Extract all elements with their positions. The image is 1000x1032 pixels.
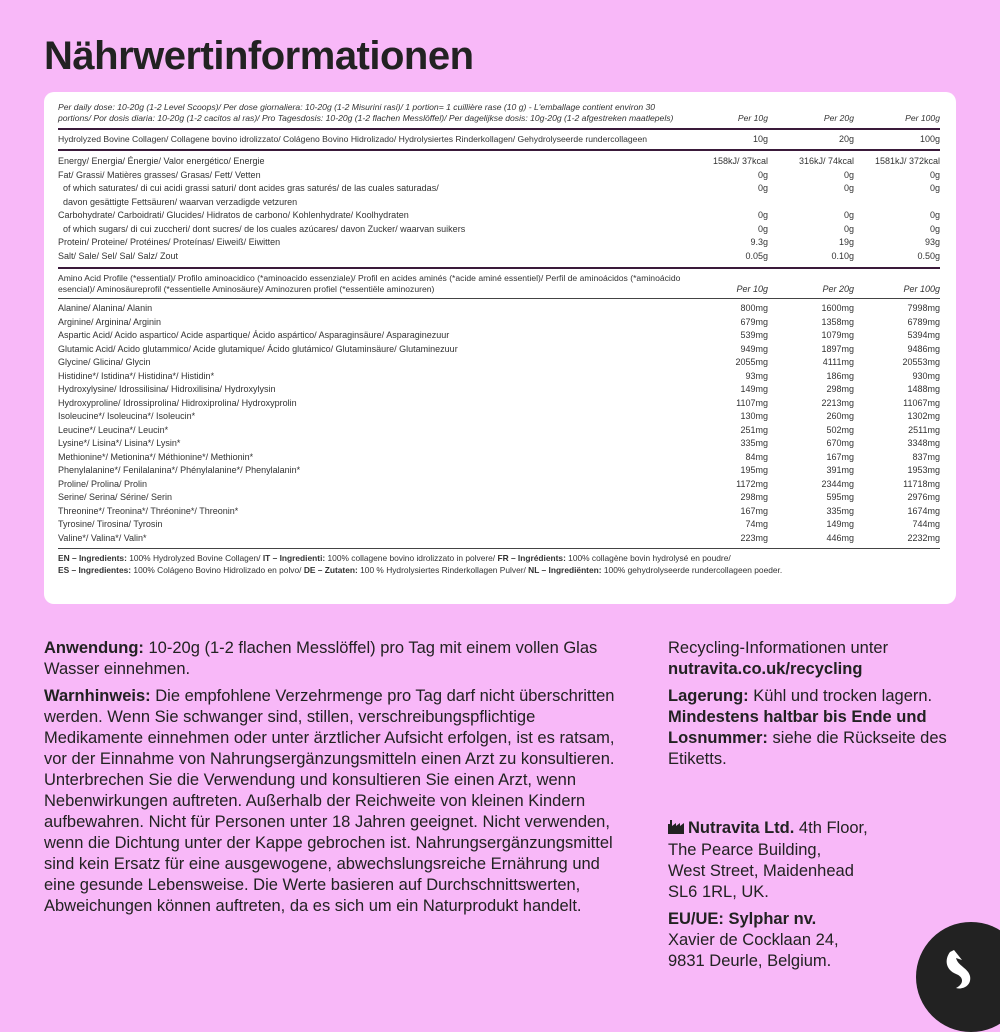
amino-value-20g: 1600mg [821, 303, 854, 313]
amino-row [58, 383, 940, 397]
manufacturer-name: Nutravita Ltd. [688, 819, 795, 837]
amino-label: Hydroxyproline/ Idrossiprolina/ Hidroxiprolina/ Hydroxyprolin [58, 397, 297, 408]
amino-value-10g: 167mg [740, 505, 768, 516]
nutrient-value-20g: 0g [843, 210, 854, 220]
amino-value-100g: 1302mg [907, 411, 940, 421]
amino-value-100g: 20553mg [902, 357, 940, 367]
nutrition-table [58, 102, 940, 576]
nutrient-row [58, 182, 940, 196]
nutrition-table-card [44, 92, 956, 604]
amino-row [58, 464, 940, 478]
ingredients-nl-text: 100% gehydrolyseerde rundercollageen poeder. [601, 564, 783, 575]
amino-label: Valine*/ Valina*/ Valin* [58, 532, 147, 543]
nutrient-label: davon gesättigte Fettsäuren/ waarvan verzadigde vetzuren [63, 196, 298, 207]
collagen-value-100g: 100g [919, 134, 940, 144]
nutrient-label: Fat/ Grassi/ Matières grasses/ Grasas/ Fett/ Vetten [58, 169, 261, 180]
amino-value-100g: 930mg [912, 370, 940, 381]
col-header-100g: Per 100g [905, 113, 940, 123]
nutrient-value-20g: 0g [843, 183, 854, 193]
eu-rep-line1: Xavier de Cocklaan 24, [668, 931, 839, 949]
amino-label: Glycine/ Glicina/ Glycin [58, 357, 151, 367]
amino-label: Methionine*/ Metionina*/ Méthionine*/ Methionin* [58, 451, 254, 462]
amino-row [58, 410, 940, 424]
amino-value-10g: 223mg [740, 532, 768, 543]
nutrient-row [58, 209, 940, 223]
ingredients-fr-label: FR – Ingrédients: [497, 553, 566, 563]
amino-value-20g: 391mg [826, 465, 854, 475]
collagen-label: Hydrolyzed Bovine Collagen/ Collagene bovino idrolizzato/ Colágeno Bovino Hidrolizado/ Hydrolysiertes Rinderkollagen/ Gehydrolyseerde rundercollageen [58, 134, 648, 144]
amino-value-10g: 2055mg [735, 357, 768, 367]
dose-text: Per daily dose: 10-20g (1-2 Level Scoops)/ Per dose giornaliera: 10-20g (1-2 Misurini rasi)/ 1 portion= 1 cuillière rase (10 g) - L'emballage contient environ 30 portions/ Por dosis diaria: 10-20g (1-2 cacitos al ras)/ Pro Tagesdosis: 10-20g (1-2 flachen Messlöffel)/ Per dagelijkse dosis: 10g-20g (1-2 afgestreken maatlepels) [58, 102, 674, 123]
ingredients-es-text: 100% Colágeno Bovino Hidrolizado en polvo/ [131, 564, 304, 575]
amino-value-100g: 2976mg [907, 492, 940, 502]
amino-label: Glutamic Acid/ Acido glutammico/ Acide glutamique/ Ácido glutámico/ Glutaminsäure/ Glutaminezuur [58, 343, 458, 354]
amino-value-100g: 11067mg [903, 397, 940, 408]
factory-icon [668, 819, 684, 840]
amino-value-100g: 2232mg [907, 532, 940, 543]
amino-value-100g: 9486mg [907, 343, 940, 354]
storage-paragraph [668, 686, 968, 770]
nutrient-value-20g: 0g [843, 223, 854, 234]
nutrient-value-20g: 0g [843, 169, 854, 180]
recycling-url-text: nutravita.co.uk/recycling [668, 660, 863, 678]
manufacturer-line2: The Pearce Building, [668, 841, 822, 859]
amino-value-20g: 2213mg [821, 397, 854, 408]
recycling-url [668, 659, 968, 680]
manufacturer-line [668, 818, 968, 840]
amino-value-20g: 1358mg [821, 316, 854, 327]
nutrient-value-10g: 0g [757, 169, 768, 180]
amino-label: Lysine*/ Lisina*/ Lisina*/ Lysin* [58, 438, 181, 448]
nutrient-value-100g: 0.50g [917, 250, 940, 261]
amino-value-10g: 800mg [740, 303, 768, 313]
amino-value-100g: 3348mg [907, 438, 940, 448]
amino-value-20g: 149mg [826, 519, 854, 529]
usage-paragraph [44, 638, 624, 680]
ingredients-de-label: DE – Zutaten: [303, 564, 358, 575]
amino-value-20g: 595mg [826, 492, 854, 502]
nutrient-label: Salt/ Sale/ Sel/ Sal/ Salz/ Zout [58, 250, 179, 261]
amino-value-100g: 1674mg [907, 505, 940, 516]
amino-col-100g: Per 100g [903, 284, 940, 294]
amino-row [58, 370, 940, 384]
nutrient-row [58, 196, 940, 210]
nutrient-label: Energy/ Energia/ Énergie/ Valor energético/ Energie [58, 156, 265, 166]
amino-value-100g: 837mg [912, 451, 940, 462]
nutrient-value-20g: 19g [838, 237, 854, 247]
divider [58, 128, 940, 130]
amino-label: Proline/ Prolina/ Prolin [58, 478, 148, 489]
col-header-20g: Per 20g [823, 113, 854, 123]
amino-row [58, 437, 940, 451]
amino-header [58, 273, 940, 295]
nutrient-row [58, 169, 940, 183]
warning-label: Warnhinweis: [44, 687, 151, 705]
amino-value-10g: 1107mg [736, 397, 768, 408]
col-header-10g: Per 10g [737, 113, 768, 123]
storage-text: Kühl und trocken lagern. [748, 687, 933, 705]
nutrient-value-20g: 0.10g [831, 250, 854, 261]
page-title: Nährwertinformationen [44, 34, 474, 78]
amino-value-10g: 93mg [745, 370, 768, 381]
usage-warning-section [44, 638, 624, 923]
amino-row [58, 343, 940, 357]
amino-value-20g: 298mg [826, 384, 854, 394]
usage-text: 10-20g (1-2 flachen Messlöffel) pro Tag mit einem vollen Glas Wasser einnehmen. [44, 639, 598, 678]
nutrient-row [58, 250, 940, 264]
nutrient-value-100g: 0g [929, 210, 940, 220]
amino-value-10g: 1172mg [736, 478, 768, 489]
nutrient-value-10g: 9.3g [750, 237, 768, 247]
amino-value-20g: 2344mg [821, 478, 854, 489]
amino-row [58, 356, 940, 370]
amino-value-20g: 335mg [826, 505, 854, 516]
amino-value-10g: 251mg [740, 424, 768, 435]
ingredients [58, 553, 940, 576]
amino-value-10g: 130mg [740, 411, 768, 421]
nutrient-value-10g: 158kJ/ 37kcal [712, 156, 768, 166]
amino-label: Aspartic Acid/ Acido aspartico/ Acide aspartique/ Ácido aspártico/ Asparaginsäure/ Asparaginezuur [58, 330, 450, 340]
manufacturer-line4: SL6 1RL, UK. [668, 883, 769, 901]
amino-value-20g: 1079mg [821, 330, 854, 340]
nutrient-label: Carbohydrate/ Carboidrati/ Glucides/ Hidratos de carbono/ Kohlenhydrate/ Koolhydraten [58, 210, 409, 220]
amino-value-20g: 502mg [826, 424, 854, 435]
amino-value-100g: 5394mg [907, 330, 940, 340]
manufacturer-line3: West Street, Maidenhead [668, 862, 854, 880]
ingredients-en-label: EN – Ingredients: [58, 553, 127, 563]
amino-value-100g: 11718mg [903, 478, 940, 489]
nutrient-value-10g: 0g [757, 223, 768, 234]
nutrient-value-100g: 0g [929, 169, 940, 180]
eu-rep-line2: 9831 Deurle, Belgium. [668, 952, 832, 970]
amino-row [58, 478, 940, 492]
amino-label: Threonine*/ Treonina*/ Thréonine*/ Threonin* [58, 505, 239, 516]
ingredients-nl-label: NL – Ingrediënten: [528, 564, 602, 575]
divider [58, 267, 940, 269]
info-section [668, 638, 968, 972]
storage-label: Lagerung: [668, 687, 749, 705]
amino-value-20g: 167mg [826, 451, 854, 462]
amino-value-10g: 298mg [740, 492, 768, 502]
ingredients-de-text: 100 % Hydrolysiertes Rinderkollagen Pulver/ [357, 564, 529, 575]
ingredients-it-label: IT – Ingredienti: [262, 553, 326, 563]
amino-value-20g: 260mg [826, 411, 854, 421]
amino-value-100g: 744mg [912, 519, 940, 529]
nutrient-value-20g: 316kJ/ 74kcal [798, 156, 854, 166]
bbe-label: Mindestens haltbar bis Ende und Losnummer: [668, 708, 927, 747]
warning-paragraph [44, 686, 624, 917]
amino-value-20g: 446mg [826, 532, 854, 543]
ingredients-it-text: 100% collagene bovino idrolizzato in polvere/ [325, 553, 498, 563]
amino-value-100g: 1953mg [907, 465, 940, 475]
eu-rep-label [668, 909, 968, 930]
amino-value-10g: 949mg [740, 343, 768, 354]
amino-value-20g: 4111mg [822, 357, 854, 367]
amino-value-100g: 6789mg [907, 316, 940, 327]
bbe-text: siehe die Rückseite des Etiketts. [668, 729, 947, 768]
nutrient-row [58, 236, 940, 250]
nutrient-value-10g: 0.05g [745, 250, 768, 261]
amino-col-20g: Per 20g [822, 284, 854, 294]
nutrient-value-10g: 0g [757, 183, 768, 193]
amino-col-10g: Per 10g [736, 284, 768, 294]
nutrient-value-100g: 1581kJ/ 372kcal [874, 156, 940, 166]
amino-label: Arginine/ Arginina/ Arginin [58, 316, 162, 327]
nutrient-row [58, 155, 940, 169]
manufacturer-line1: 4th Floor, [794, 819, 868, 837]
amino-row [58, 329, 940, 343]
divider [58, 298, 940, 299]
nutrient-value-10g: 0g [757, 210, 768, 220]
dose-header [58, 102, 940, 124]
amino-label: Alanine/ Alanina/ Alanin [58, 303, 153, 313]
amino-value-10g: 149mg [740, 384, 768, 394]
amino-value-10g: 539mg [740, 330, 768, 340]
amino-value-100g: 1488mg [907, 384, 940, 394]
collagen-value-20g: 20g [838, 134, 854, 144]
amino-label: Serine/ Serina/ Sérine/ Serin [58, 492, 173, 502]
nutrient-value-100g: 0g [929, 223, 940, 234]
nutrient-label: of which sugars/ di cui zuccheri/ dont sucres/ de los cuales azúcares/ davon Zucker/ waarvan suikers [63, 223, 466, 234]
amino-value-20g: 1897mg [821, 343, 854, 354]
ingredients-fr-text: 100% collagène bovin hydrolysé en poudre/ [565, 553, 731, 563]
amino-row [58, 424, 940, 438]
amino-row [58, 451, 940, 465]
nutrient-value-100g: 0g [929, 183, 940, 193]
amino-header-label: Amino Acid Profile (*essential)/ Profilo aminoacidico (*aminoacido essenziale)/ Profil en acides aminés (*acide aminé essentiel)/ Perfil de aminoácidos (*aminoácido esencial)/ Aminosäureprofil (*essentielle Aminosäure)/ Aminozuren profiel (*essentiële aminozuren) [58, 273, 681, 294]
amino-row [58, 518, 940, 532]
usage-label: Anwendung: [44, 639, 144, 657]
divider [58, 548, 940, 549]
ingredients-en-text: 100% Hydrolyzed Bovine Collagen/ [126, 553, 263, 563]
amino-row [58, 491, 940, 505]
nutrients-list [58, 155, 940, 263]
amino-value-10g: 335mg [740, 438, 768, 448]
amino-row [58, 316, 940, 330]
amino-row [58, 505, 940, 519]
nutrient-label: Protein/ Proteine/ Protéines/ Proteínas/ Eiweiß/ Eiwitten [58, 237, 281, 247]
nutrient-value-100g: 93g [924, 237, 940, 247]
amino-label: Tyrosine/ Tirosina/ Tyrosin [58, 519, 163, 529]
ingredients-es-label: ES – Ingredientes: [58, 564, 132, 575]
eu-rep-label-text: EU/UE: Sylphar nv. [668, 910, 817, 928]
amino-value-100g: 2511mg [908, 424, 940, 435]
amino-label: Hydroxylysine/ Idrossilisina/ Hidroxilisina/ Hydroxylysin [58, 384, 276, 394]
divider [58, 149, 940, 151]
amino-label: Phenylalanine*/ Fenilalanina*/ Phénylalanine*/ Phenylalanin* [58, 465, 301, 475]
amino-value-10g: 84mg [745, 451, 768, 462]
amino-row [58, 302, 940, 316]
amino-label: Histidine*/ Istidina*/ Histidina*/ Histidin* [58, 370, 215, 381]
amino-value-10g: 195mg [740, 465, 768, 475]
collagen-row [58, 134, 940, 145]
amino-list [58, 302, 940, 545]
collagen-value-10g: 10g [752, 134, 768, 144]
nutrient-label: of which saturates/ di cui acidi grassi saturi/ dont acides gras saturés/ de las cuales saturadas/ [63, 183, 439, 193]
recycling-text: Recycling-Informationen unter [668, 639, 889, 657]
nutrient-row [58, 223, 940, 237]
amino-row [58, 532, 940, 546]
amino-label: Isoleucine*/ Isoleucina*/ Isoleucin* [58, 411, 196, 421]
amino-label: Leucine*/ Leucina*/ Leucin* [58, 424, 169, 435]
warning-text: Die empfohlene Verzehrmenge pro Tag darf nicht überschritten werden. Wenn Sie schwanger sind, stillen, verschreibungspflichtige Medikamente einnehmen oder unter ärztlicher Aufsicht erfolgen, ist es ratsam, vor der Einnahme von Nahrungsergänzungsmitteln einen Arzt zu konsultieren. Unterbrechen Sie die Verwendung und konsultieren Sie einen Arzt, wenn Nebenwirkungen auftreten. Außerhalb der Reichweite von kleinen Kindern aufbewahren. Nicht für Personen unter 18 Jahren geeignet. Nicht verwenden, wenn die Dichtung unter der Kappe gebrochen ist. Nahrungsergänzungsmittel sind kein Ersatz für eine ausgewogene, abwechslungsreiche Ernährung und eine gesunde Lebensweise. Die Werte basieren auf Durchschnittswerten, Abweichungen können auftreten, da es sich um ein Naturprodukt handelt. [44, 687, 615, 915]
amino-row [58, 397, 940, 411]
amino-value-10g: 679mg [740, 316, 768, 327]
amino-value-100g: 7998mg [907, 303, 940, 313]
amino-value-20g: 186mg [826, 370, 854, 381]
amino-value-20g: 670mg [826, 438, 854, 448]
amino-value-10g: 74mg [745, 519, 768, 529]
